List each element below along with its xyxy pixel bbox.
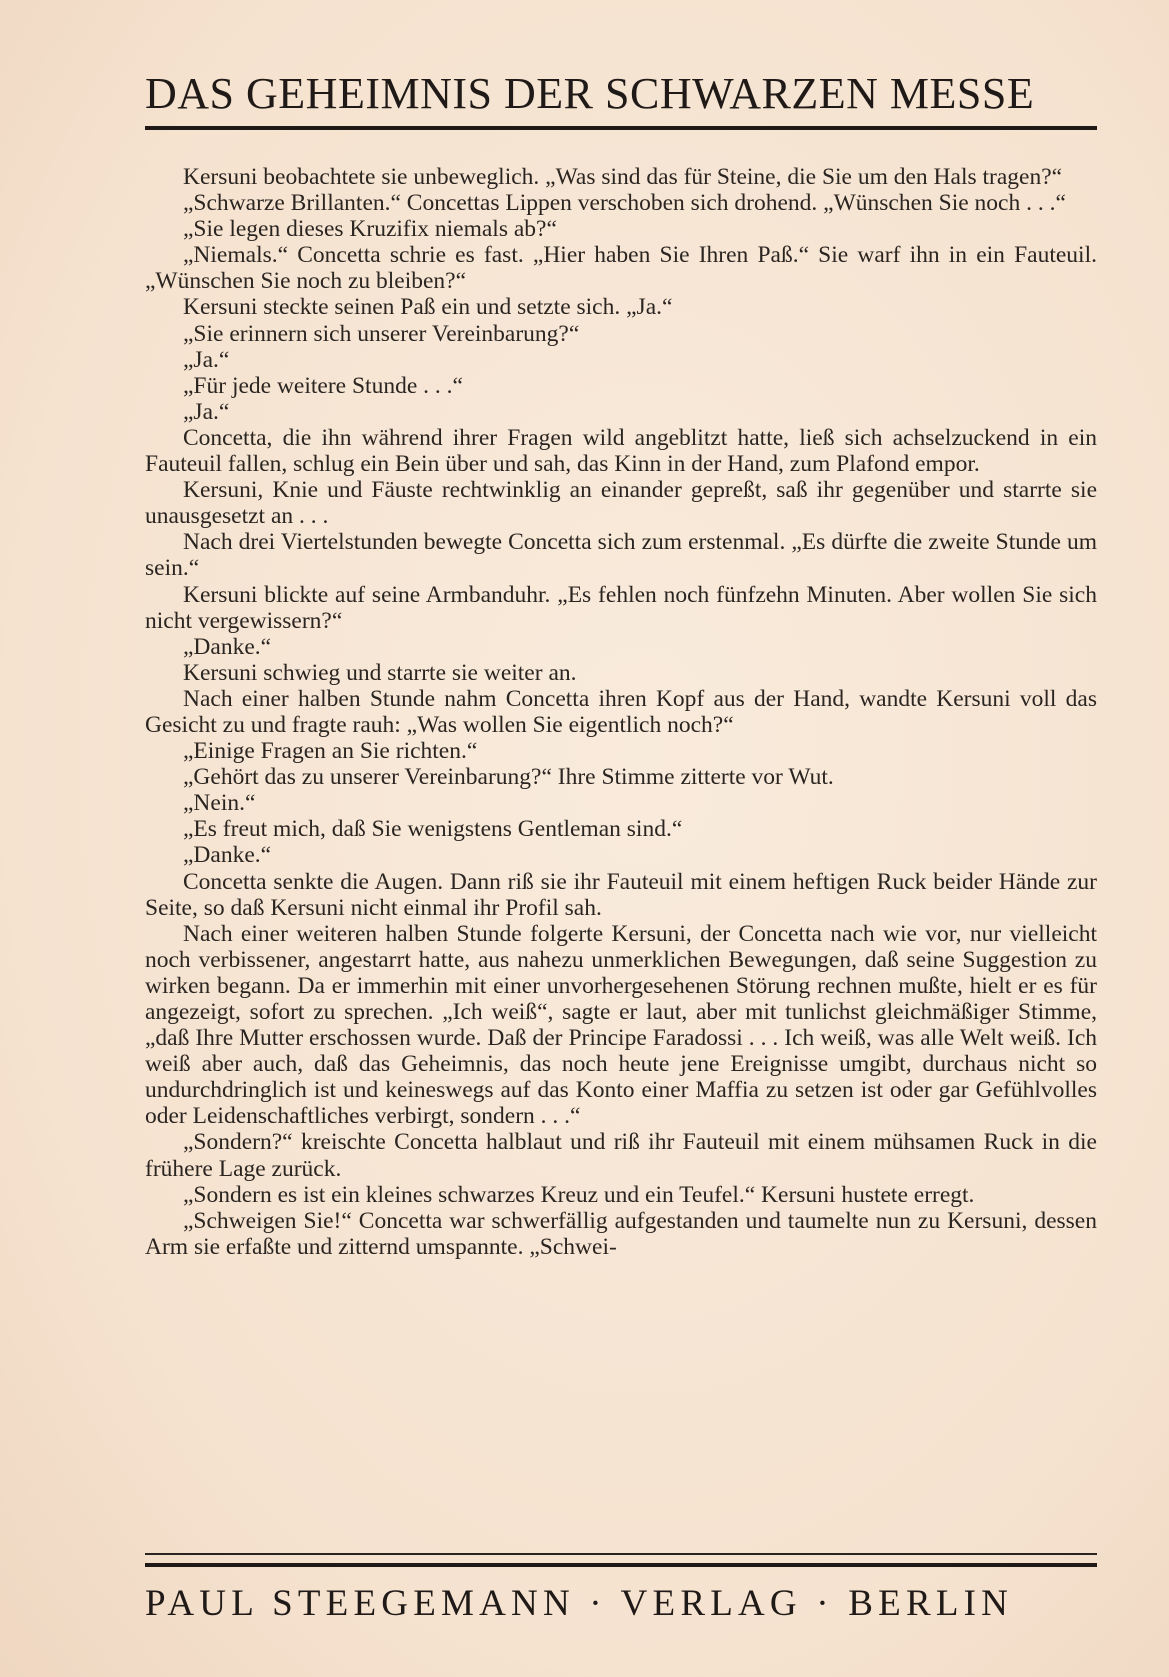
paragraph: Nach einer halben Stunde nahm Concetta ihren Kopf aus der Hand, wandte Kersuni voll das Gesicht zu und fragte rauh: „Was wollen Sie eigentlich noch?“ <box>145 685 1097 738</box>
footer-rule-thin <box>145 1553 1097 1555</box>
header-rule <box>145 126 1097 130</box>
paragraph: Kersuni beobachtete sie unbeweglich. „Was sind das für Steine, die Sie um den Hals tragen?“ <box>183 164 1063 190</box>
paragraph: „Schwarze Brillanten.“ Concettas Lippen verschoben sich drohend. „Wünschen Sie noch . . .“ <box>183 190 1066 217</box>
publisher-imprint: PAUL STEEGEMANN · VERLAG · BERLIN <box>145 1583 1014 1624</box>
paragraph: „Sondern es ist ein kleines schwarzes Kreuz und ein Teufel.“ Kersuni hustete erregt. <box>183 1181 975 1208</box>
paragraph: Kersuni blickte auf seine Armbanduhr. „Es fehlen noch fünfzehn Minuten. Aber wollen Sie sich nicht vergewissern?“ <box>145 581 1097 634</box>
paragraph: „Gehört das zu unserer Vereinbarung?“ Ihre Stimme zitterte vor Wut. <box>183 764 834 791</box>
paragraph: Kersuni steckte seinen Paß ein und setzte sich. „Ja.“ <box>183 294 673 321</box>
paragraph: „Niemals.“ Concetta schrie es fast. „Hier haben Sie Ihren Paß.“ Sie warf ihn in ein Fauteuil. „Wünschen Sie noch zu bleiben?“ <box>145 242 1097 295</box>
footer-rule <box>145 1563 1097 1567</box>
paragraph: „Danke.“ <box>183 633 272 660</box>
paragraph: „Danke.“ <box>183 842 272 869</box>
paragraph: „Sie erinnern sich unserer Vereinbarung?“ <box>183 320 580 347</box>
paragraph: „Sie legen dieses Kruzifix niemals ab?“ <box>183 216 557 243</box>
paragraph: „Ja.“ <box>183 398 230 425</box>
paragraph: „Einige Fragen an Sie richten.“ <box>183 738 478 765</box>
paragraph: Concetta senkte die Augen. Dann riß sie ihr Fauteuil mit einem heftigen Ruck beider Hände zur Seite, so daß Kersuni nicht einmal ihr Profil sah. <box>145 868 1097 921</box>
paragraph: „Schweigen Sie!“ Concetta war schwerfällig aufgestanden und taumelte nun zu Kersuni, dessen Arm sie erfaßte und zitternd umspannte. „Schwei- <box>145 1207 1097 1260</box>
paragraph: Nach einer weiteren halben Stunde folgerte Kersuni, der Concetta nach wie vor, nur vielleicht noch verbissener, angestarrt hatte, aus nahezu unmerklichen Bewegungen, daß seine Suggestion zu wirken begann. Da er immerhin mit einer unvorhergesehenen Störung rechnen mußte, hielt er es für angezeigt, sofort zu sprechen. „Ich weiß“, sagte er laut, aber mit tunlichst gleichmäßiger Stimme, „daß Ihre Mutter erschossen wurde. Daß der Principe Faradossi . . . Ich weiß, was alle Welt weiß. Ich weiß aber auch, daß das Geheimnis, das noch heute jene Ereignisse umgibt, durchaus nicht so undurchdringlich ist und keineswegs auf das Konto einer Maffia zu setzen ist oder gar Gefühlvolles oder Leidenschaftliches verbirgt, sondern . . .“ <box>145 920 1097 1130</box>
paragraph: Concetta, die ihn während ihrer Fragen wild angeblitzt hatte, ließ sich achselzuckend in ein Fauteuil fallen, schlug ein Bein über und sah, das Kinn in der Hand, zum Plafond empor. <box>145 424 1097 478</box>
paragraph: „Sondern?“ kreischte Concetta halblaut und riß ihr Fauteuil mit einem mühsamen Ruck in die frühere Lage zurück. <box>145 1129 1097 1182</box>
paragraph: „Nein.“ <box>183 790 256 817</box>
paragraph: Nach drei Viertelstunden bewegte Concetta sich zum erstenmal. „Es dürfte die zweite Stunde um sein.“ <box>145 529 1097 582</box>
page-title: DAS GEHEIMNIS DER SCHWARZEN MESSE <box>145 69 1035 118</box>
paragraph: Kersuni, Knie und Fäuste rechtwinklig an einander gepreßt, saß ihr gegenüber und starrte sie unausgesetzt an . . . <box>145 477 1097 530</box>
paragraph: „Es freut mich, daß Sie wenigstens Gentleman sind.“ <box>183 816 683 843</box>
paragraph: „Für jede weitere Stunde . . .“ <box>183 372 463 399</box>
paragraph: Kersuni schwieg und starrte sie weiter an. <box>183 659 577 686</box>
body-text <box>145 164 1097 1260</box>
paragraph: „Ja.“ <box>183 346 230 373</box>
